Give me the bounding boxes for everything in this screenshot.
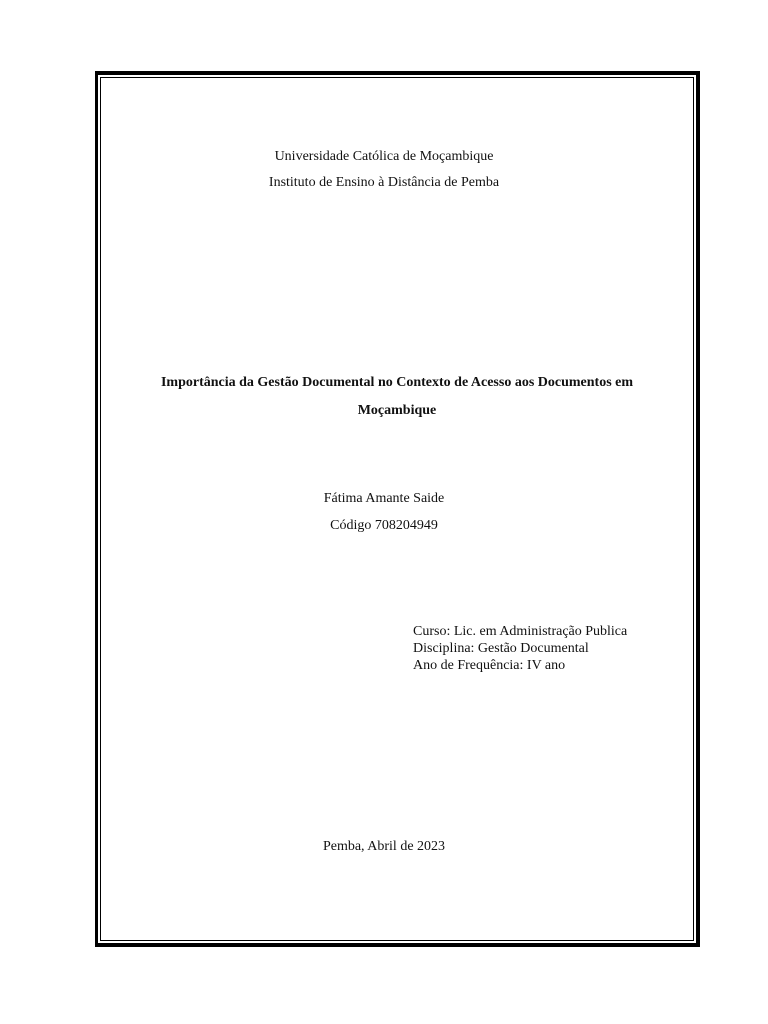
page-border-inner xyxy=(100,77,694,941)
title-line-2: Moçambique xyxy=(357,403,437,418)
place-date: Pemba, Abril de 2023 xyxy=(322,839,446,854)
course-label: Curso: Lic. em Administração Publica xyxy=(413,624,628,639)
institute-name: Instituto de Ensino à Distância de Pemba xyxy=(268,175,500,190)
author-name: Fátima Amante Saide xyxy=(323,491,445,506)
discipline-label: Disciplina: Gestão Documental xyxy=(413,641,589,656)
year-label: Ano de Frequência: IV ano xyxy=(413,658,566,673)
university-name: Universidade Católica de Moçambique xyxy=(274,149,494,164)
document-title xyxy=(130,369,664,425)
title-line-1: Importância da Gestão Documental no Contexto de Acesso aos Documentos em xyxy=(160,375,634,390)
author-code: Código 708204949 xyxy=(330,518,438,533)
